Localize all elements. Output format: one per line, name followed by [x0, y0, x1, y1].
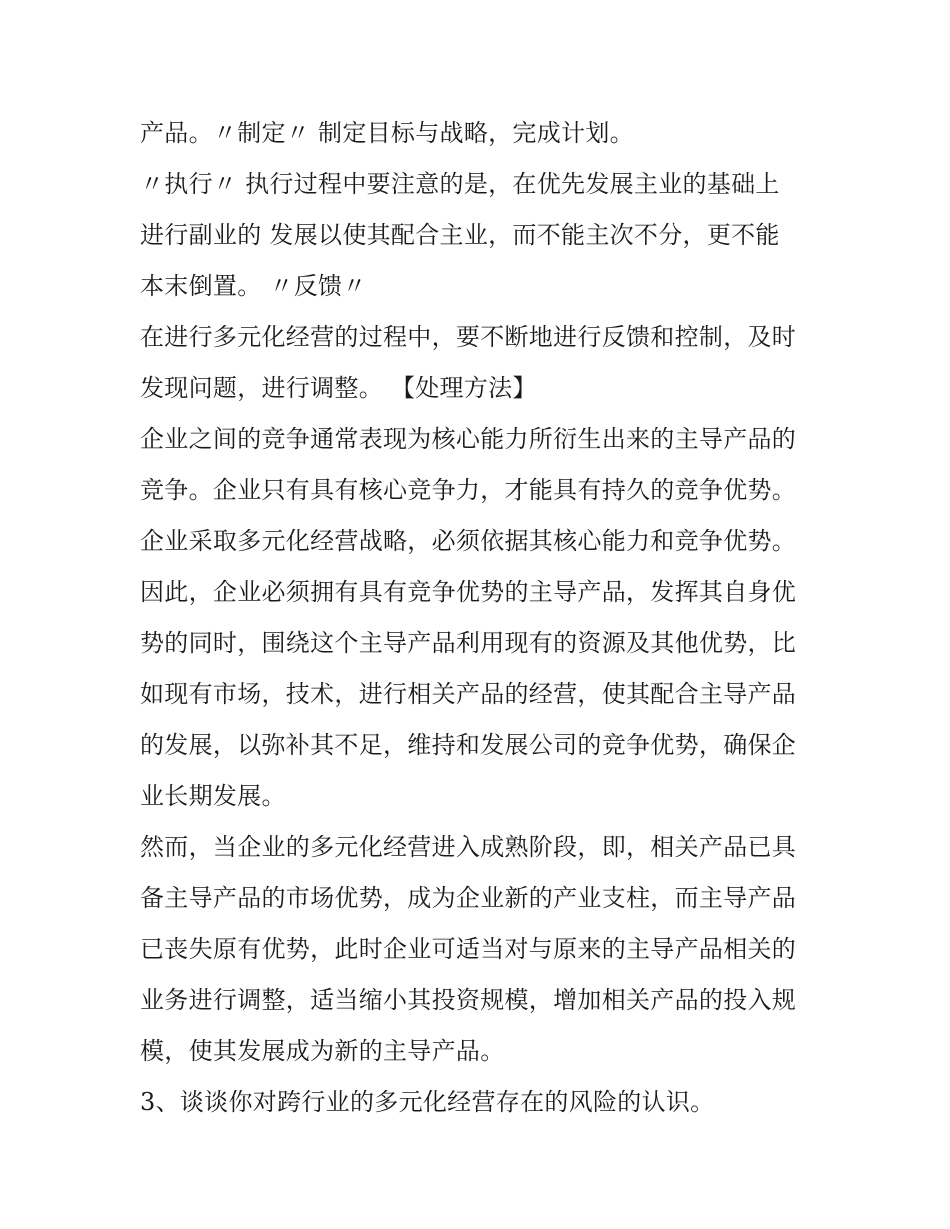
text-line: 业务进行调整，适当缩小其投资规模，增加相关产品的投入规	[140, 986, 797, 1014]
question-heading: 3、谈谈你对跨行业的多元化经营存在的风险的认识。	[140, 1088, 715, 1116]
text-line: 发现问题，进行调整。 【处理方法】	[140, 374, 537, 402]
text-line: 然而，当企业的多元化经营进入成熟阶段，即，相关产品已具	[140, 833, 797, 861]
text-line: 业长期发展。	[140, 782, 286, 810]
text-line: 〃执行〃 执行过程中要注意的是，在优先发展主业的基础上	[140, 170, 780, 198]
text-line: 模，使其发展成为新的主导产品。	[140, 1037, 505, 1065]
text-line: 企业采取多元化经营战略，必须依据其核心能力和竞争优势。	[140, 527, 797, 555]
text-line: 进行副业的 发展以使其配合主业，而不能主次不分，更不能	[140, 221, 780, 249]
text-line: 在进行多元化经营的过程中，要不断地进行反馈和控制，及时	[140, 323, 797, 351]
text-line: 产品。〃制定〃 制定目标与战略，完成计划。	[140, 119, 634, 147]
text-line: 的发展，以弥补其不足，维持和发展公司的竞争优势，确保企	[140, 731, 797, 759]
text-line: 已丧失原有优势，此时企业可适当对与原来的主导产品相关的	[140, 935, 797, 963]
text-line: 如现有市场，技术，进行相关产品的经营，使其配合主导产品	[140, 680, 797, 708]
text-line: 势的同时，围绕这个主导产品利用现有的资源及其他优势，比	[140, 629, 797, 657]
text-line: 本末倒置。 〃反馈〃	[140, 272, 367, 300]
document-body	[140, 108, 815, 1128]
text-line: 因此，企业必须拥有具有竞争优势的主导产品，发挥其自身优	[140, 578, 797, 606]
text-line: 备主导产品的市场优势，成为企业新的产业支柱，而主导产品	[140, 884, 797, 912]
text-line: 竞争。企业只有具有核心竞争力，才能具有持久的竞争优势。	[140, 476, 797, 504]
text-line: 企业之间的竞争通常表现为核心能力所衍生出来的主导产品的	[140, 425, 797, 453]
